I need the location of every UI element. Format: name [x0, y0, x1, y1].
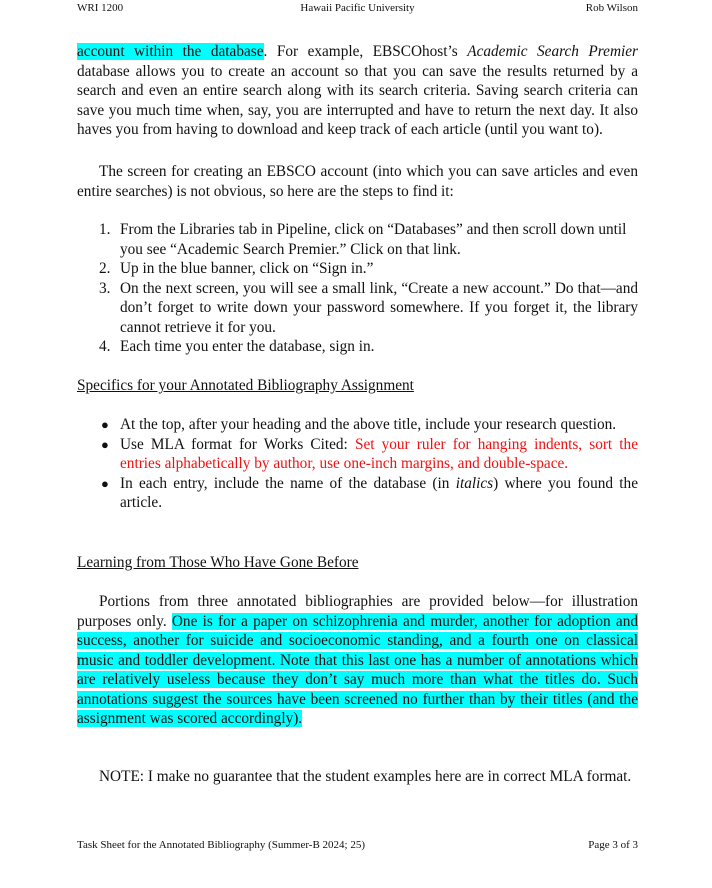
- red-instruction: Set your ruler for hanging indents, sort the entries alphabetically by author, use one-inch margins, and double-space.: [120, 435, 638, 472]
- paragraph-ebsco-steps-intro: The screen for creating an EBSCO account (into which you can save articles and even entire searches) is not obvious, so here are the steps to find it:: [77, 163, 638, 200]
- paragraph-account: account within the database. For example, EBSCOhost’s Academic Search Premier database allows you to create an account so that you can save the results returned by a search and even an entire search along with its search criteria. Saving search criteria can save you much time when, say, you are interrupted and have to return the next day. It also haves you from having to download and keep track of each article (until you want to).: [77, 43, 638, 138]
- section-heading-specifics: Specifics for your Annotated Bibliography Assignment: [77, 377, 414, 394]
- bullet-icon: ●: [101, 475, 109, 491]
- section-heading-learning: Learning from Those Who Have Gone Before: [77, 554, 359, 571]
- list-item: 1. From the Libraries tab in Pipeline, click on “Databases” and then scroll down until you see “Academic Search Premier.” Click on that link.: [99, 221, 627, 258]
- list-item: 2. Up in the blue banner, click on “Sign in.”: [99, 260, 374, 277]
- header-author: Rob Wilson: [585, 2, 638, 14]
- page-number: Page 3 of 3: [588, 839, 638, 851]
- header-school: Hawaii Pacific University: [300, 2, 415, 14]
- highlighted-text: account within the database: [77, 43, 264, 60]
- bullet-icon: ●: [101, 417, 109, 432]
- bullet-icon: ●: [101, 436, 109, 452]
- list-item: ● Use MLA format for Works Cited: Set your ruler for hanging indents, sort the entries alphabetically by author, use one-inch margins, and double-space.: [101, 435, 638, 472]
- document-body: [77, 42, 638, 787]
- steps-list: [77, 220, 638, 376]
- page-footer: [77, 839, 638, 853]
- paragraph-note: NOTE: I make no guarantee that the student examples here are in correct MLA format.: [99, 768, 632, 785]
- page-header: [77, 2, 638, 16]
- footer-title: Task Sheet for the Annotated Bibliography (Summer-B 2024; 25): [77, 839, 366, 851]
- list-item: ● At the top, after your heading and the above title, include your research question.: [101, 416, 617, 433]
- list-item: ● In each entry, include the name of the database (in italics) where you found the article.: [101, 474, 638, 511]
- list-item: 3. On the next screen, you will see a small link, “Create a new account.” Do that—and don’t forget to write down your password somewhere. If you forget it, the library cannot retrieve it for you.: [99, 279, 638, 336]
- header-course: WRI 1200: [77, 2, 124, 14]
- list-item: 4. Each time you enter the database, sign in.: [99, 338, 375, 355]
- paragraph-examples: Portions from three annotated bibliographies are provided below—for illustration purposes only. One is for a paper on schizophrenia and murder, another for adoption and success, another for suicide and socioeconomic standing, and a fourth one on classical music and toddler development. Note that this last one has a number of annotations which are relatively useless because they don’t say much more than what the titles do. Such annotations suggest the sources have been screened no further than by their titles (and the assignment was scored accordingly).: [77, 593, 638, 727]
- highlighted-text: One is for a paper on schizophrenia and murder, another for adoption and success, another for suicide and socioeconomic standing, and a fourth one on classical music and toddler development. Note that this last one has a number of annotations which are relatively useless because they don’t say much more than what the titles do. Such annotations suggest the sources have been screened no further than by their titles (and the assignment was scored accordingly).: [77, 612, 638, 727]
- bullet-list: [77, 415, 638, 553]
- italic-title: Academic Search Premier: [467, 43, 638, 60]
